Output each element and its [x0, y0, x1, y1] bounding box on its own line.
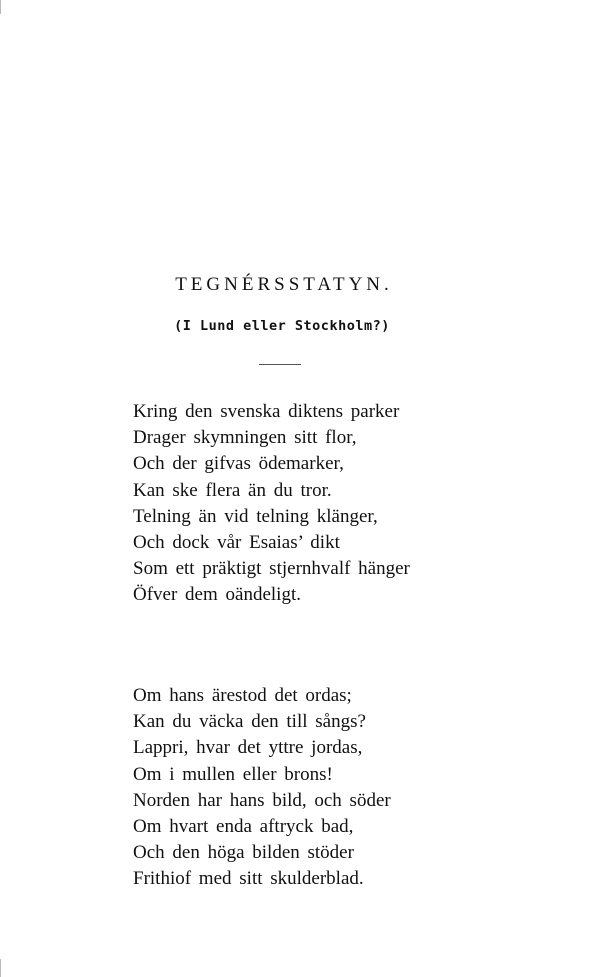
- verse-line: Om hvart enda aftryck bad,: [133, 816, 354, 838]
- verse-line: Norden har hans bild, och söder: [133, 789, 391, 811]
- poem-title: TEGNÉRSSTATYN.: [175, 274, 393, 295]
- verse-line: Kring den svenska diktens parker: [133, 401, 400, 422]
- verse-line: Om i mullen eller brons!: [133, 763, 333, 785]
- verse-line: Drager skymningen sitt flor,: [133, 427, 357, 449]
- verse-line: Som ett präktigt stjernhvalf hänger: [133, 558, 410, 580]
- page-edge-mark-top: [0, 0, 1, 14]
- verse-line: Frithiof med sitt skulderblad.: [133, 868, 364, 890]
- verse-line: Om hans ärestod det ordas;: [133, 685, 352, 706]
- verse-line: Öfver dem oändeligt.: [133, 584, 301, 606]
- verse-line: Kan du väcka den till sångs?: [133, 711, 366, 733]
- verse-line: Och dock vår Esaias’ dikt: [133, 532, 340, 554]
- verse-line: Telning än vid telning klänger,: [133, 505, 378, 527]
- verse-line: Lappri, hvar det yttre jordas,: [133, 737, 363, 759]
- verse-line: Och den höga bilden stöder: [133, 842, 354, 864]
- page-edge-mark-bottom: [0, 959, 1, 977]
- verse-line: Kan ske flera än du tror.: [133, 479, 332, 501]
- title-divider: [259, 364, 301, 365]
- verse-line: Och der gifvas ödemarker,: [133, 453, 344, 475]
- poem-subtitle: (I Lund eller Stockholm?): [174, 318, 390, 334]
- stanza-1: [133, 399, 410, 609]
- stanza-2: [133, 683, 391, 893]
